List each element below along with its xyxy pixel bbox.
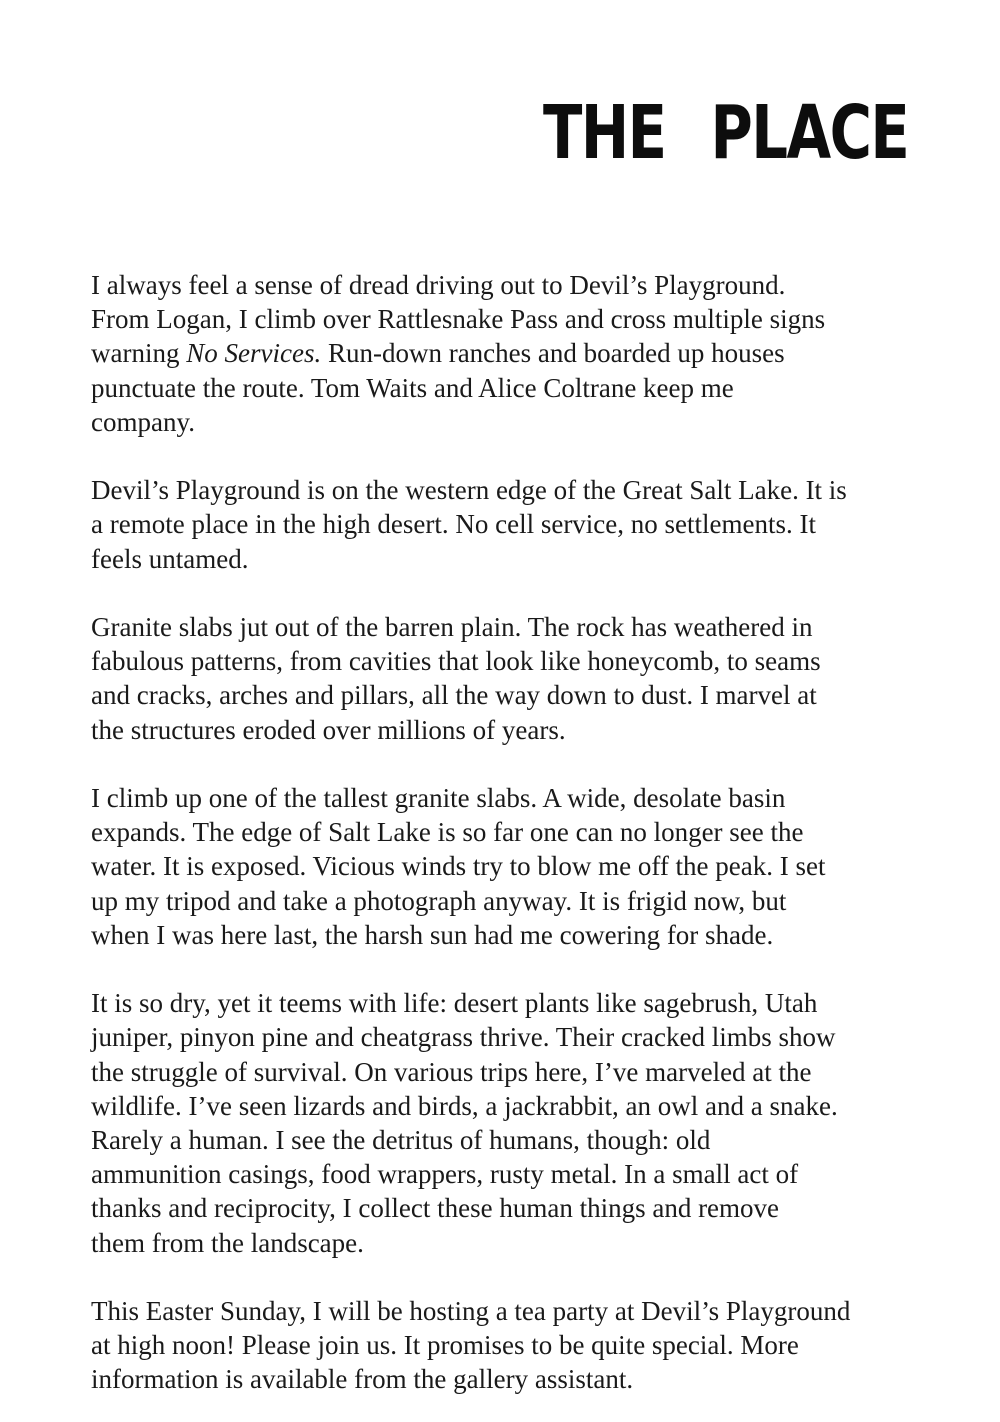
page-title: THE PLACE	[542, 90, 908, 176]
text-line: information is available from the gallery assistant.	[91, 1364, 634, 1395]
text-line: the structures eroded over millions of years.	[91, 714, 566, 745]
text-line: Granite slabs jut out of the barren plain. The rock has weathered in	[91, 612, 813, 642]
text-line: expands. The edge of Salt Lake is so far one can no longer see the	[91, 817, 804, 848]
text-line: It is so dry, yet it teems with life: desert plants like sagebrush, Utah	[91, 988, 818, 1019]
text-line: at high noon! Please join us. It promises to be quite special. More	[91, 1330, 799, 1361]
text-line: water. It is exposed. Vicious winds try to blow me off the peak. I set	[91, 851, 826, 882]
paragraph-2	[91, 473, 921, 576]
text-line: them from the landscape.	[91, 1227, 364, 1258]
text-segment: warning	[91, 338, 187, 369]
text-line: the struggle of survival. On various trips here, I’ve marveled at the	[91, 1056, 812, 1087]
text-line: From Logan, I climb over Rattlesnake Pass and cross multiple signs	[91, 304, 826, 335]
paragraph-4	[91, 781, 921, 952]
text-line: ammunition casings, food wrappers, rusty metal. In a small act of	[91, 1159, 799, 1190]
text-line: company.	[91, 406, 195, 437]
paragraph-5	[91, 986, 921, 1260]
text-line: up my tripod and take a photograph anyway. It is frigid now, but	[91, 885, 787, 916]
text-line: juniper, pinyon pine and cheatgrass thrive. Their cracked limbs show	[91, 1022, 836, 1053]
text-line: wildlife. I’ve seen lizards and birds, a jackrabbit, an owl and a snake.	[91, 1090, 838, 1121]
text-line: I climb up one of the tallest granite slabs. A wide, desolate basin	[91, 783, 786, 813]
paragraph-1	[91, 268, 921, 439]
text-line	[91, 336, 921, 370]
text-line: This Easter Sunday, I will be hosting a tea party at Devil’s Playground	[91, 1296, 851, 1327]
text-line: Rarely a human. I see the detritus of humans, though: old	[91, 1125, 711, 1156]
text-line: feels untamed.	[91, 543, 249, 574]
paragraph-3	[91, 610, 921, 747]
italic-phrase: No Services.	[186, 338, 322, 369]
text-line: Devil’s Playground is on the western edge of the Great Salt Lake. It is	[91, 475, 847, 506]
text-line: fabulous patterns, from cavities that look like honeycomb, to seams	[91, 646, 821, 677]
text-line: a remote place in the high desert. No cell service, no settlements. It	[91, 509, 816, 540]
text-segment: Run-down ranches and boarded up houses	[321, 338, 785, 369]
text-line: punctuate the route. Tom Waits and Alice Coltrane keep me	[91, 372, 734, 403]
text-line: I always feel a sense of dread driving out to Devil’s Playground.	[91, 270, 786, 300]
article-body	[91, 268, 921, 1397]
text-line: thanks and reciprocity, I collect these human things and remove	[91, 1193, 780, 1224]
text-line: and cracks, arches and pillars, all the way down to dust. I marvel at	[91, 680, 817, 711]
paragraph-6	[91, 1294, 921, 1397]
text-line: when I was here last, the harsh sun had me cowering for shade.	[91, 919, 774, 950]
